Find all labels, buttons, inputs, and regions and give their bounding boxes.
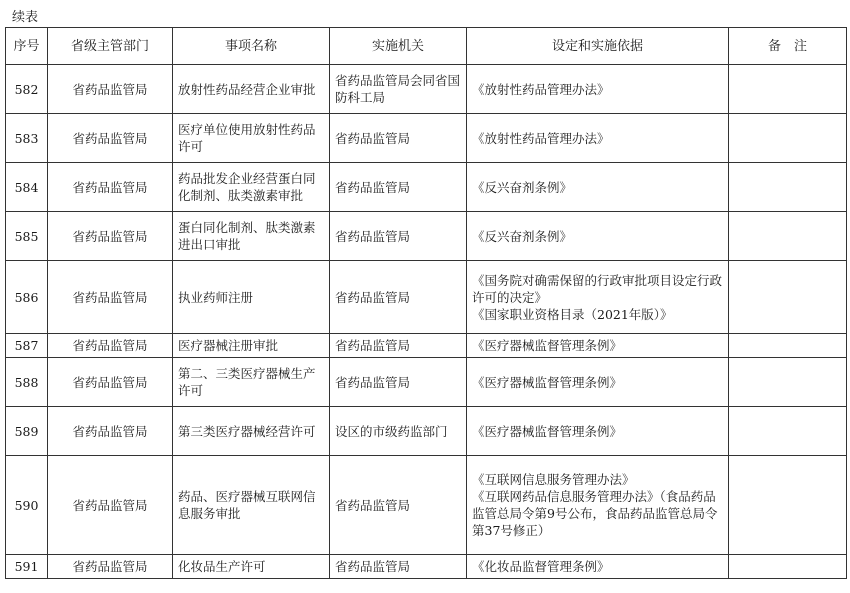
- basis-line: 《医疗器械监督管理条例》: [472, 338, 623, 353]
- row-agency: 省药品监管局: [330, 114, 467, 163]
- basis-line: 《互联网信息服务管理办法》: [472, 472, 635, 487]
- basis-line: 《医疗器械监督管理条例》: [472, 374, 623, 390]
- row-agency: 省药品监管局: [330, 163, 467, 212]
- row-basis: [467, 456, 729, 555]
- row-dept: 省药品监管局: [48, 114, 173, 163]
- row-dept: 省药品监管局: [48, 456, 173, 555]
- table-row: [6, 407, 847, 456]
- header-item: 事项名称: [173, 28, 330, 65]
- row-item: 蛋白同化制剂、肽类激素进出口审批: [173, 212, 330, 261]
- row-basis: [467, 358, 729, 407]
- row-basis: [467, 114, 729, 163]
- row-agency: 省药品监管局会同省国防科工局: [330, 65, 467, 114]
- table-body: [6, 65, 847, 579]
- row-dept: 省药品监管局: [48, 212, 173, 261]
- row-agency: 省药品监管局: [330, 261, 467, 334]
- basis-line: 《国务院对确需保留的行政审批项目设定行政许可的决定》: [472, 272, 723, 305]
- row-note: [729, 114, 847, 163]
- row-seq: 590: [6, 456, 48, 555]
- row-agency: 省药品监管局: [330, 212, 467, 261]
- row-item: 药品批发企业经营蛋白同化制剂、肽类激素审批: [173, 163, 330, 212]
- row-note: [729, 456, 847, 555]
- basis-line: 《反兴奋剂条例》: [472, 179, 573, 195]
- row-seq: 586: [6, 261, 48, 334]
- row-dept: 省药品监管局: [48, 65, 173, 114]
- row-basis: [467, 555, 729, 579]
- row-agency: 省药品监管局: [330, 334, 467, 358]
- row-item: 执业药师注册: [173, 261, 330, 334]
- header-note: 备 注: [729, 28, 847, 65]
- row-basis: [467, 163, 729, 212]
- row-item: 药品、医疗器械互联网信息服务审批: [173, 456, 330, 555]
- row-seq: 583: [6, 114, 48, 163]
- row-item: 医疗单位使用放射性药品许可: [173, 114, 330, 163]
- row-dept: 省药品监管局: [48, 261, 173, 334]
- row-seq: 588: [6, 358, 48, 407]
- row-note: [729, 163, 847, 212]
- table-row: [6, 65, 847, 114]
- table-row: [6, 114, 847, 163]
- row-seq: 584: [6, 163, 48, 212]
- table-row: [6, 555, 847, 579]
- row-agency: 省药品监管局: [330, 456, 467, 555]
- header-dept: 省级主管部门: [48, 28, 173, 65]
- table-row: [6, 358, 847, 407]
- table-row: [6, 163, 847, 212]
- row-basis: [467, 334, 729, 358]
- table-caption: 续表: [12, 10, 39, 25]
- row-note: [729, 261, 847, 334]
- basis-line: 《化妆品监督管理条例》: [472, 559, 610, 574]
- row-item: 放射性药品经营企业审批: [173, 65, 330, 114]
- table-row: [6, 212, 847, 261]
- basis-line: 《反兴奋剂条例》: [472, 228, 573, 244]
- approval-items-table: [5, 27, 847, 579]
- header-row: [6, 28, 847, 65]
- basis-line: 《国家职业资格目录（2021年版）》: [472, 306, 673, 322]
- row-seq: 582: [6, 65, 48, 114]
- row-item: 化妆品生产许可: [173, 555, 330, 579]
- row-dept: 省药品监管局: [48, 358, 173, 407]
- row-dept: 省药品监管局: [48, 555, 173, 579]
- header-basis: 设定和实施依据: [467, 28, 729, 65]
- row-agency: 省药品监管局: [330, 358, 467, 407]
- row-item: 第三类医疗器械经营许可: [173, 407, 330, 456]
- row-basis: [467, 261, 729, 334]
- row-item: 医疗器械注册审批: [173, 334, 330, 358]
- row-seq: 585: [6, 212, 48, 261]
- basis-line: 《医疗器械监督管理条例》: [472, 423, 623, 439]
- row-basis: [467, 65, 729, 114]
- row-seq: 589: [6, 407, 48, 456]
- row-note: [729, 407, 847, 456]
- row-agency: 省药品监管局: [330, 555, 467, 579]
- row-note: [729, 555, 847, 579]
- row-agency: 设区的市级药监部门: [330, 407, 467, 456]
- row-basis: [467, 407, 729, 456]
- table-row: [6, 456, 847, 555]
- basis-line: 《放射性药品管理办法》: [472, 81, 610, 97]
- row-dept: 省药品监管局: [48, 407, 173, 456]
- row-note: [729, 334, 847, 358]
- basis-line: 《放射性药品管理办法》: [472, 130, 610, 146]
- row-note: [729, 358, 847, 407]
- row-dept: 省药品监管局: [48, 163, 173, 212]
- basis-line: 《互联网药品信息服务管理办法》（食品药品监管总局令第9号公布，食品药品监管总局令第37号修正）: [472, 489, 718, 538]
- row-dept: 省药品监管局: [48, 334, 173, 358]
- row-item: 第二、三类医疗器械生产许可: [173, 358, 330, 407]
- row-seq: 587: [6, 334, 48, 358]
- table-header: [6, 28, 847, 65]
- table-row: [6, 334, 847, 358]
- row-note: [729, 212, 847, 261]
- row-note: [729, 65, 847, 114]
- row-seq: 591: [6, 555, 48, 579]
- header-seq: 序号: [6, 28, 48, 65]
- row-basis: [467, 212, 729, 261]
- header-agency: 实施机关: [330, 28, 467, 65]
- table-row: [6, 261, 847, 334]
